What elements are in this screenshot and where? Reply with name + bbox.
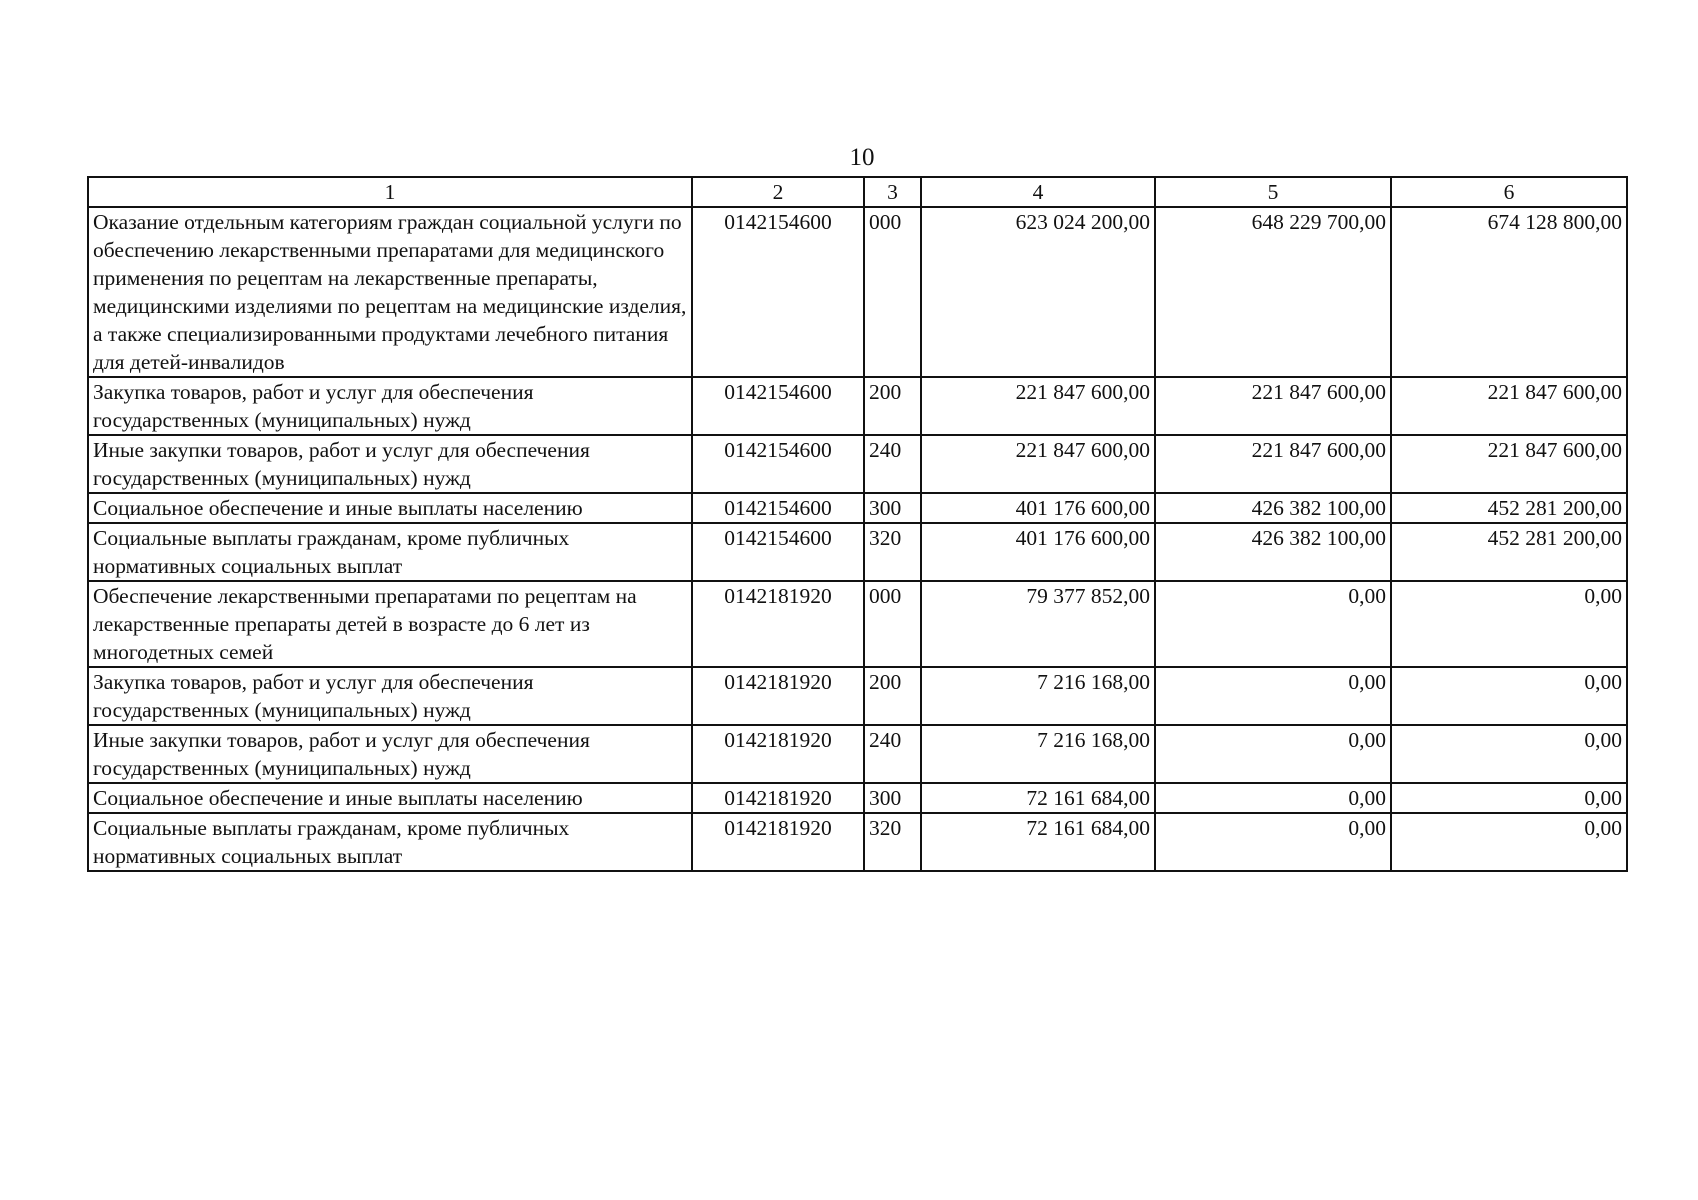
page-number: 10: [849, 144, 875, 171]
row-amount-year1-cell: 7 216 168,00: [921, 667, 1155, 725]
row-amount-year2-cell: 0,00: [1155, 581, 1391, 667]
row-amount-year1-cell: 79 377 852,00: [921, 581, 1155, 667]
row-amount-year1-cell: 401 176 600,00: [921, 493, 1155, 523]
table-row: [88, 581, 1627, 667]
row-name-cell: Социальное обеспечение и иные выплаты населению: [88, 783, 692, 813]
row-code-cell: 0142181920: [692, 667, 864, 725]
row-amount-year2-cell: 648 229 700,00: [1155, 207, 1391, 377]
row-code-cell: 0142181920: [692, 813, 864, 871]
row-expense-type-cell: 300: [864, 493, 921, 523]
row-code-cell: 0142181920: [692, 725, 864, 783]
row-code-cell: 0142154600: [692, 207, 864, 377]
row-code-cell: 0142154600: [692, 435, 864, 493]
row-amount-year2-cell: 0,00: [1155, 813, 1391, 871]
row-amount-year2-cell: 0,00: [1155, 783, 1391, 813]
row-name-cell: Закупка товаров, работ и услуг для обеспечения государственных (муниципальных) нужд: [88, 667, 692, 725]
row-name-cell: Социальное обеспечение и иные выплаты населению: [88, 493, 692, 523]
row-code-cell: 0142154600: [692, 493, 864, 523]
row-amount-year3-cell: 452 281 200,00: [1391, 493, 1627, 523]
row-code-cell: 0142181920: [692, 581, 864, 667]
row-amount-year3-cell: 674 128 800,00: [1391, 207, 1627, 377]
table-row: [88, 783, 1627, 813]
row-amount-year2-cell: 0,00: [1155, 725, 1391, 783]
row-amount-year3-cell: 0,00: [1391, 813, 1627, 871]
table-header: [88, 177, 1627, 207]
column-header: 6: [1391, 177, 1627, 207]
table-row: [88, 207, 1627, 377]
row-amount-year1-cell: 221 847 600,00: [921, 377, 1155, 435]
row-expense-type-cell: 320: [864, 813, 921, 871]
row-expense-type-cell: 200: [864, 667, 921, 725]
row-amount-year2-cell: 221 847 600,00: [1155, 377, 1391, 435]
row-name-cell: Социальные выплаты гражданам, кроме публичных нормативных социальных выплат: [88, 813, 692, 871]
row-amount-year1-cell: 7 216 168,00: [921, 725, 1155, 783]
row-expense-type-cell: 240: [864, 725, 921, 783]
row-expense-type-cell: 320: [864, 523, 921, 581]
row-amount-year3-cell: 221 847 600,00: [1391, 377, 1627, 435]
table-row: [88, 725, 1627, 783]
row-name-cell: Оказание отдельным категориям граждан социальной услуги по обеспечению лекарственными препаратами для медицинского применения по рецептам на лекарственные препараты, медицинскими изделиями по рецептам на медицинские изделия, а также специализированными продуктами лечебного питания для детей-инвалидов: [88, 207, 692, 377]
row-amount-year1-cell: 221 847 600,00: [921, 435, 1155, 493]
table-row: [88, 435, 1627, 493]
row-name-cell: Закупка товаров, работ и услуг для обеспечения государственных (муниципальных) нужд: [88, 377, 692, 435]
table-body: [88, 207, 1627, 871]
row-name-cell: Социальные выплаты гражданам, кроме публичных нормативных социальных выплат: [88, 523, 692, 581]
table-row: [88, 813, 1627, 871]
row-name-cell: Иные закупки товаров, работ и услуг для обеспечения государственных (муниципальных) нужд: [88, 435, 692, 493]
row-amount-year2-cell: 0,00: [1155, 667, 1391, 725]
row-code-cell: 0142154600: [692, 377, 864, 435]
row-amount-year3-cell: 452 281 200,00: [1391, 523, 1627, 581]
row-amount-year3-cell: 0,00: [1391, 667, 1627, 725]
row-code-cell: 0142181920: [692, 783, 864, 813]
row-code-cell: 0142154600: [692, 523, 864, 581]
row-amount-year2-cell: 426 382 100,00: [1155, 493, 1391, 523]
row-amount-year1-cell: 72 161 684,00: [921, 813, 1155, 871]
table-row: [88, 523, 1627, 581]
column-header: 1: [88, 177, 692, 207]
table-row: [88, 493, 1627, 523]
row-amount-year1-cell: 623 024 200,00: [921, 207, 1155, 377]
budget-table: [87, 176, 1628, 872]
row-amount-year2-cell: 221 847 600,00: [1155, 435, 1391, 493]
header-row: [88, 177, 1627, 207]
row-expense-type-cell: 000: [864, 207, 921, 377]
row-expense-type-cell: 200: [864, 377, 921, 435]
row-name-cell: Иные закупки товаров, работ и услуг для обеспечения государственных (муниципальных) нужд: [88, 725, 692, 783]
row-expense-type-cell: 300: [864, 783, 921, 813]
column-header: 4: [921, 177, 1155, 207]
row-expense-type-cell: 240: [864, 435, 921, 493]
column-header: 2: [692, 177, 864, 207]
row-amount-year1-cell: 401 176 600,00: [921, 523, 1155, 581]
column-header: 5: [1155, 177, 1391, 207]
row-amount-year3-cell: 0,00: [1391, 725, 1627, 783]
table-row: [88, 667, 1627, 725]
row-amount-year1-cell: 72 161 684,00: [921, 783, 1155, 813]
row-name-cell: Обеспечение лекарственными препаратами по рецептам на лекарственные препараты детей в возрасте до 6 лет из многодетных семей: [88, 581, 692, 667]
table-row: [88, 377, 1627, 435]
column-header: 3: [864, 177, 921, 207]
row-amount-year3-cell: 221 847 600,00: [1391, 435, 1627, 493]
row-expense-type-cell: 000: [864, 581, 921, 667]
row-amount-year3-cell: 0,00: [1391, 581, 1627, 667]
row-amount-year2-cell: 426 382 100,00: [1155, 523, 1391, 581]
row-amount-year3-cell: 0,00: [1391, 783, 1627, 813]
